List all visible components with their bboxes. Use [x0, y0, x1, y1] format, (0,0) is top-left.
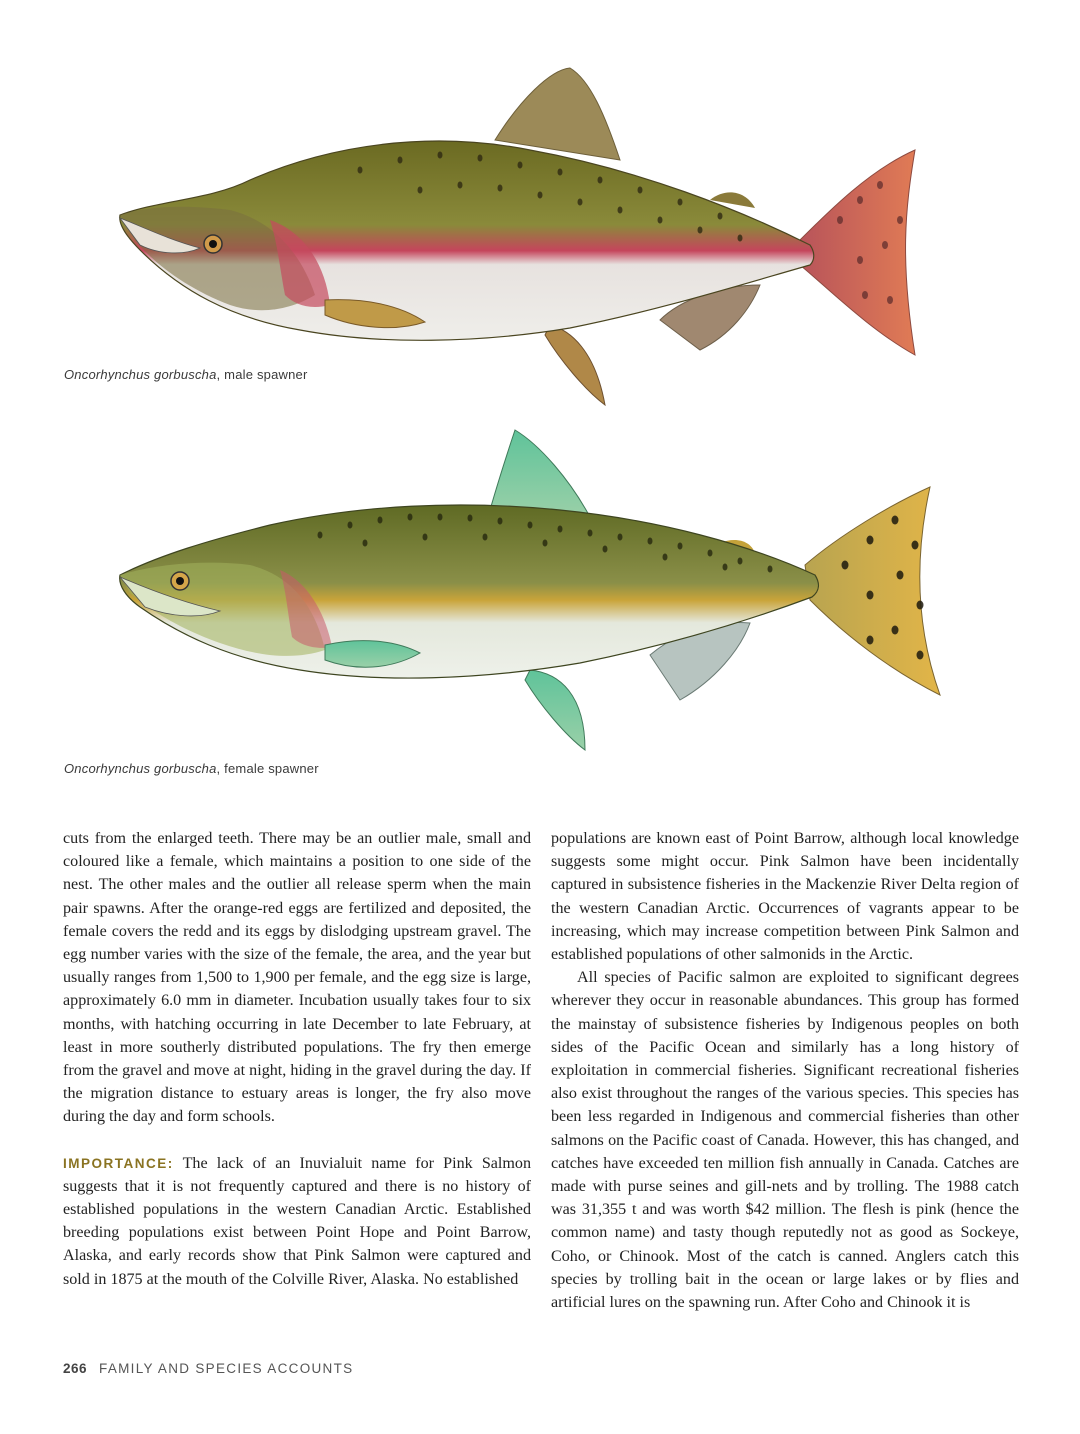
male-figure-caption	[64, 367, 308, 382]
running-footer-title: FAMILY AND SPECIES ACCOUNTS	[99, 1361, 354, 1376]
female-spawner-illustration	[100, 425, 960, 760]
male-caption-descriptor: , male spawner	[216, 367, 308, 382]
left-paragraph-importance	[63, 1152, 531, 1291]
male-pelvic-fin	[545, 325, 605, 405]
female-tail-fin	[805, 487, 940, 695]
male-spawner-illustration	[100, 60, 940, 410]
male-caption-species: Oncorhynchus gorbuscha	[64, 367, 217, 382]
female-caption-descriptor: , female spawner	[216, 761, 319, 776]
female-salmon-drawing	[100, 425, 960, 760]
right-paragraph-2: All species of Pacific salmon are exploited to significant degrees wherever they occur in reasonable abundances. This group has formed the mainstay of subsistence fisheries by Indigenous peoples on both sides of the Pacific Ocean and similarly has a long history of exploitation in commercial fisheries. Significant recreational fisheries also exist throughout the ranges of the various species. This species has been less regarded in Indigenous and commercial fisheries than other salmons on the Pacific coast of Canada. However, this has changed, and catches have exceeded ten million fish annually in Canada. Catches are made with purse seines and gill-nets and by trolling. The 1988 catch was 31,355 t and was worth $42 million. The flesh is pink (hence the common name) and tasty though reputedly not as good as Sockeye, Coho, or Chinook. Most of the catch is canned. Anglers catch this species by trolling bait in the ocean or large lakes or by flies and artificial lures on the spawning run. After Coho and Chinook it is	[551, 969, 1019, 1312]
left-text-column	[63, 827, 531, 1291]
page-footer	[63, 1361, 353, 1376]
female-dorsal-fin	[490, 430, 590, 517]
left-paragraph-2-text: The lack of an Inuvialuit name for Pink Salmon suggests that it is not frequently captured and there is no history of established populations in the western Canadian Arctic. Established breeding populations exist between Point Hope and Point Barrow, Alaska, and early records show that Pink Salmon were captured and sold in 1875 at the mouth of the Colville River, Alaska. No established	[63, 1154, 531, 1288]
female-figure-caption	[64, 761, 319, 776]
right-paragraph-1: populations are known east of Point Barrow, although local knowledge suggests some might occur. Pink Salmon have been incidentally captured in subsistence fisheries in the Mackenzie River Delta region of the western Canadian Arctic. Occurrences of vagrants appear to be increasing, which may increase competition between Pink Salmon and established populations of other salmonids in the Arctic.	[551, 830, 1019, 964]
female-caption-species: Oncorhynchus gorbuscha	[64, 761, 217, 776]
female-pelvic-fin	[525, 670, 585, 750]
male-tail-fin	[800, 150, 915, 355]
right-text-column	[551, 827, 1019, 1314]
page-number: 266	[63, 1361, 88, 1376]
male-salmon-drawing	[100, 60, 940, 410]
left-paragraph-1: cuts from the enlarged teeth. There may be an outlier male, small and coloured like a female, which maintains a position to one side of the nest. The other males and the outlier all release sperm when the main pair spawns. After the orange-red eggs are fertilized and deposited, the female covers the redd and its eggs by dislodging upstream gravel. The egg number varies with the size of the female, the area, and the year but usually ranges from 1,500 to 1,900 per female, and the egg size is large, approximately 6.0 mm in diameter. Incubation usually takes four to six months, with hatching occurring in late December to late February, at least in more southerly distributed populations. The fry then emerge from the gravel and move at night, hiding in the gravel during the day. If the migration distance to estuary areas is longer, the fry also move during the day and form schools.	[63, 830, 531, 1126]
importance-heading: IMPORTANCE:	[63, 1155, 174, 1171]
male-dorsal-fin	[495, 68, 620, 160]
